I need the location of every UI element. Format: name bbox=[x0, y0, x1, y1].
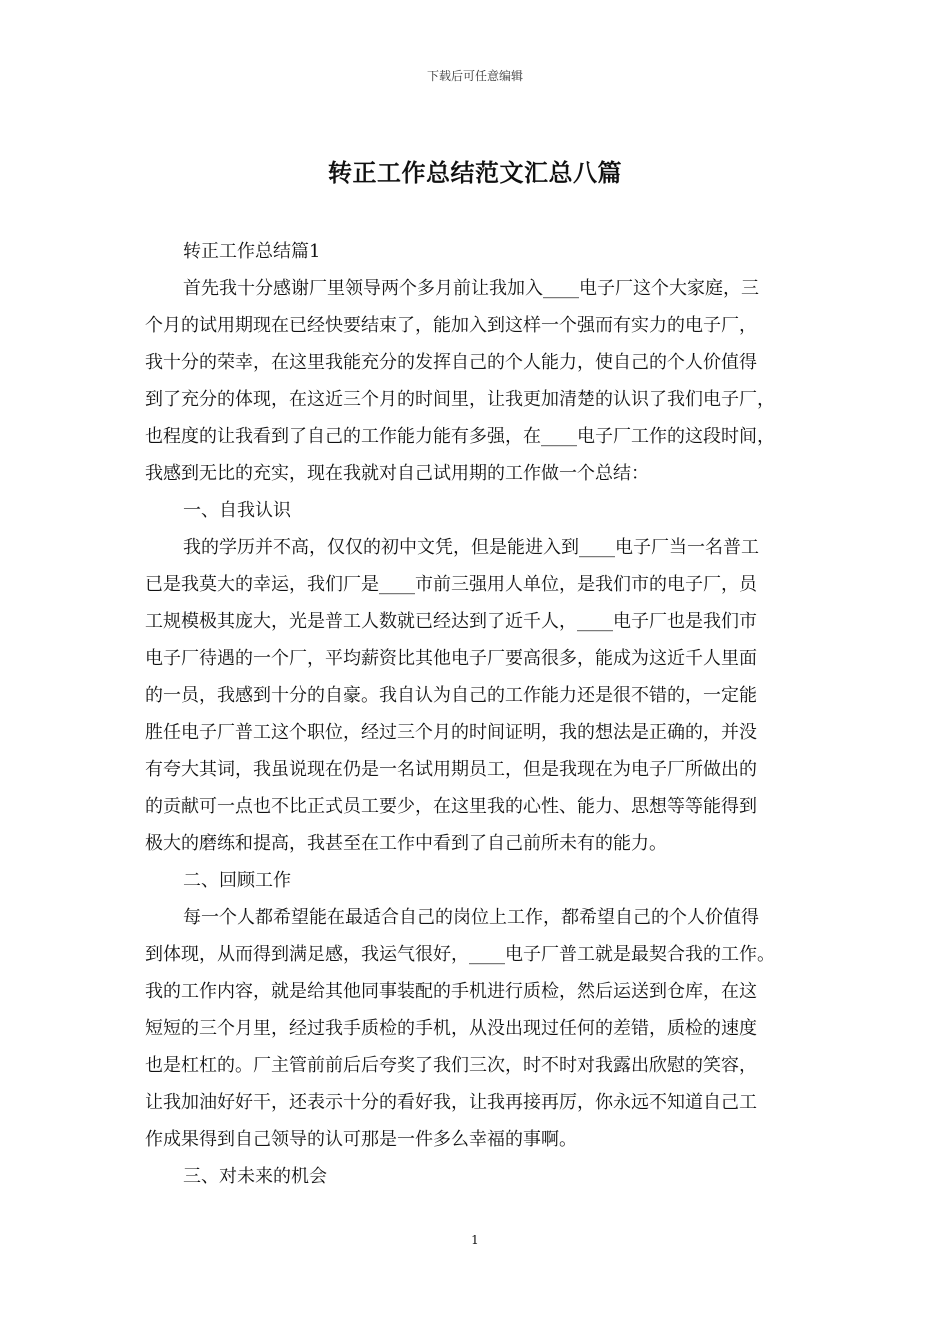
text-line: 也程度的让我看到了自己的工作能力能有多强，在____电子厂工作的这段时间， bbox=[145, 426, 775, 447]
text-line: 我十分的荣幸，在这里我能充分的发挥自己的个人能力，使自己的个人价值得 bbox=[145, 352, 757, 373]
text-line: 转正工作总结篇1 bbox=[183, 241, 321, 262]
text-line: 个月的试用期现在已经快要结束了，能加入到这样一个强而有实力的电子厂， bbox=[145, 315, 757, 336]
text-line: 工规模极其庞大，光是普工人数就已经达到了近千人，____电子厂也是我们市 bbox=[145, 611, 757, 632]
text-line: 的贡献可一点也不比正式员工要少，在这里我的心性、能力、思想等等能得到 bbox=[145, 796, 757, 817]
document-body bbox=[145, 233, 820, 1195]
text-line: 我的工作内容，就是给其他同事装配的手机进行质检，然后运送到仓库，在这 bbox=[145, 981, 757, 1002]
text-line: 我的学历并不高，仅仅的初中文凭，但是能进入到____电子厂当一名普工 bbox=[183, 537, 759, 558]
text-line: 我感到无比的充实，现在我就对自己试用期的工作做一个总结： bbox=[145, 463, 649, 484]
text-line: 三、对未来的机会 bbox=[183, 1166, 327, 1187]
header-note: 下载后可任意编辑 bbox=[426, 69, 523, 83]
text-line: 让我加油好好干，还表示十分的看好我，让我再接再厉，你永远不知道自己工 bbox=[145, 1092, 757, 1113]
text-line: 电子厂待遇的一个厂，平均薪资比其他电子厂要高很多，能成为这近千人里面 bbox=[145, 648, 757, 669]
text-line: 二、回顾工作 bbox=[183, 870, 291, 891]
page-title: 转正工作总结范文汇总八篇 bbox=[328, 158, 622, 187]
text-line: 到了充分的体现，在这近三个月的时间里，让我更加清楚的认识了我们电子厂， bbox=[145, 389, 775, 410]
text-line: 作成果得到自己领导的认可那是一件多么幸福的事啊。 bbox=[145, 1129, 577, 1150]
text-line: 有夸大其词，我虽说现在仍是一名试用期员工，但是我现在为电子厂所做出的 bbox=[145, 759, 757, 780]
page-number: 1 bbox=[471, 1233, 479, 1247]
text-line: 一、自我认识 bbox=[183, 500, 291, 521]
text-line: 极大的磨练和提高，我甚至在工作中看到了自己前所未有的能力。 bbox=[145, 833, 667, 854]
text-line: 胜任电子厂普工这个职位，经过三个月的时间证明，我的想法是正确的，并没 bbox=[145, 722, 757, 743]
text-line: 首先我十分感谢厂里领导两个多月前让我加入____电子厂这个大家庭，三 bbox=[183, 278, 759, 299]
text-line: 短短的三个月里，经过我手质检的手机，从没出现过任何的差错，质检的速度 bbox=[145, 1018, 757, 1039]
text-line: 也是杠杠的。厂主管前前后后夸奖了我们三次，时不时对我露出欣慰的笑容， bbox=[145, 1055, 757, 1076]
text-line: 的一员，我感到十分的自豪。我自认为自己的工作能力还是很不错的，一定能 bbox=[145, 685, 757, 706]
text-line: 每一个人都希望能在最适合自己的岗位上工作，都希望自己的个人价值得 bbox=[183, 907, 759, 928]
text-line: 已是我莫大的幸运，我们厂是____市前三强用人单位，是我们市的电子厂，员 bbox=[145, 574, 757, 595]
text-line: 到体现，从而得到满足感，我运气很好，____电子厂普工就是最契合我的工作。 bbox=[145, 944, 775, 965]
